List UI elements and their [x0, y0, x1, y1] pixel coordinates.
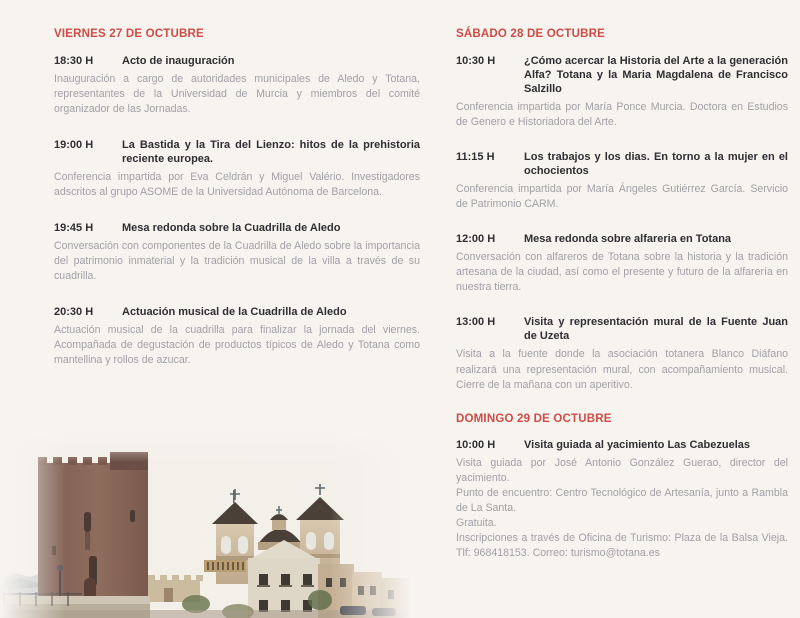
day-heading-domingo: DOMINGO 29 DE OCTUBRE: [456, 412, 612, 425]
event-header: [54, 54, 420, 68]
event-title: ¿Cómo acercar la Historia del Arte a la generación Alfa? Totana y la Maria Magdalena de Francisco Salzillo: [524, 54, 788, 95]
crenellation-group: [38, 457, 137, 465]
event-description: Conferencia impartida por Eva Celdrán y Miguel Valério. Investigadores adscritos al grupo ASOME de la Universidad Autónoma de Barcelona.: [54, 170, 420, 198]
event-title: Visita guiada al yacimiento Las Cabezuelas: [524, 439, 750, 452]
event-time: 11:15 H: [456, 150, 495, 163]
event-description: [456, 456, 788, 561]
event-description-line: Visita guiada por José Antonio González Guerao, director del yacimiento.: [456, 457, 788, 485]
event-description-line: Punto de encuentro: Centro Tecnológico de Artesanía, junto a Rambla de La Santa.: [456, 487, 788, 515]
day-block-domingo: [456, 413, 788, 562]
event-title: La Bastida y la Tira del Lienzo: hitos de la prehistoria reciente europea.: [122, 138, 420, 165]
event-description-line: Gratuita.: [456, 517, 497, 530]
event-time: 18:30 H: [54, 54, 94, 67]
event-title: Visita y representación mural de la Fuente Juan de Uzeta: [524, 316, 788, 343]
event-description: Conversación con alfareros de Totana sobre la historia y la tradición artesana de la ciudad, así como el presente y futuro de la alfarería en nuestra tierra.: [456, 251, 788, 294]
event-description: Conferencia impartida por María Ponce Murcia. Doctora en Estudios de Genero e Historiadora del Arte.: [456, 100, 788, 128]
event-header: [54, 138, 420, 166]
event-description: Conversación con componentes de la Cuadrilla de Aledo sobre la importancia del patrimonio inmaterial y la tradición musical de la villa a través de su cuadrilla.: [54, 240, 420, 283]
event-title: Actuación musical de la Cuadrilla de Aledo: [122, 306, 347, 319]
event-time: 10:00 H: [456, 439, 496, 452]
event-time: 19:45 H: [54, 222, 94, 235]
event-description: Conferencia impartida por María Ángeles Gutiérrez García. Servicio de Patrimonio CARM.: [456, 183, 788, 211]
left-column: [54, 28, 420, 389]
event-item: [456, 315, 788, 392]
event-item: [54, 305, 420, 368]
event-description-line: Inscripciones a través de Oficina de Turismo: Plaza de la Balsa Vieja. Tlf: 968418153. Correo: turismo@totana.es: [456, 532, 788, 560]
event-header: [456, 232, 788, 246]
right-column: [456, 28, 788, 582]
event-time: 10:30 H: [456, 54, 496, 67]
castle-illustration: [0, 428, 412, 618]
day-heading-sabado: SÁBADO 28 DE OCTUBRE: [456, 28, 606, 40]
event-header: [456, 438, 788, 452]
event-item: [456, 54, 788, 130]
event-time: 19:00 H: [54, 138, 94, 151]
event-title: Acto de inauguración: [122, 54, 235, 67]
event-time: 12:00 H: [456, 233, 496, 246]
event-header: [456, 150, 788, 178]
event-header: [54, 305, 420, 319]
event-item: [54, 138, 420, 200]
event-description: Inauguración a cargo de autoridades municipales de Aledo y Totana, representantes de la Universidad de Murcia y miembros del comité organizador de las Jornadas.: [54, 72, 420, 115]
event-time: 20:30 H: [54, 306, 94, 319]
event-title: Los trabajos y los dias. En torno a la mujer en el ochocientos: [524, 150, 788, 178]
event-item: [456, 232, 788, 295]
event-item: [456, 438, 788, 561]
aledo-castle-photo: [0, 428, 412, 618]
event-header: [456, 54, 788, 96]
day-block-sabado: [456, 28, 788, 393]
day-heading-viernes: VIERNES 27 DE OCTUBRE: [54, 28, 204, 40]
event-title: Mesa redonda sobre la Cuadrilla de Aledo: [122, 222, 341, 235]
event-title: Mesa redonda sobre alfareria en Totana: [524, 233, 732, 246]
event-item: [54, 221, 420, 284]
event-description: Actuación musical de la cuadrilla para finalizar la jornada del viernes. Acompañada de degustación de productos típicos de Aledo y Totana como mantellina y rollos de azucar.: [54, 324, 420, 367]
event-item: [54, 54, 420, 117]
event-time: 13:00 H: [456, 316, 496, 329]
event-description: Visita a la fuente donde la asociación totanera Blanco Diáfano realizará una representación mural, con acompañamiento musical. Cierre de la mañana con un aperitivo.: [456, 348, 788, 391]
day-block-viernes: [54, 28, 420, 368]
event-item: [456, 150, 788, 212]
event-header: [54, 221, 420, 235]
event-header: [456, 315, 788, 343]
